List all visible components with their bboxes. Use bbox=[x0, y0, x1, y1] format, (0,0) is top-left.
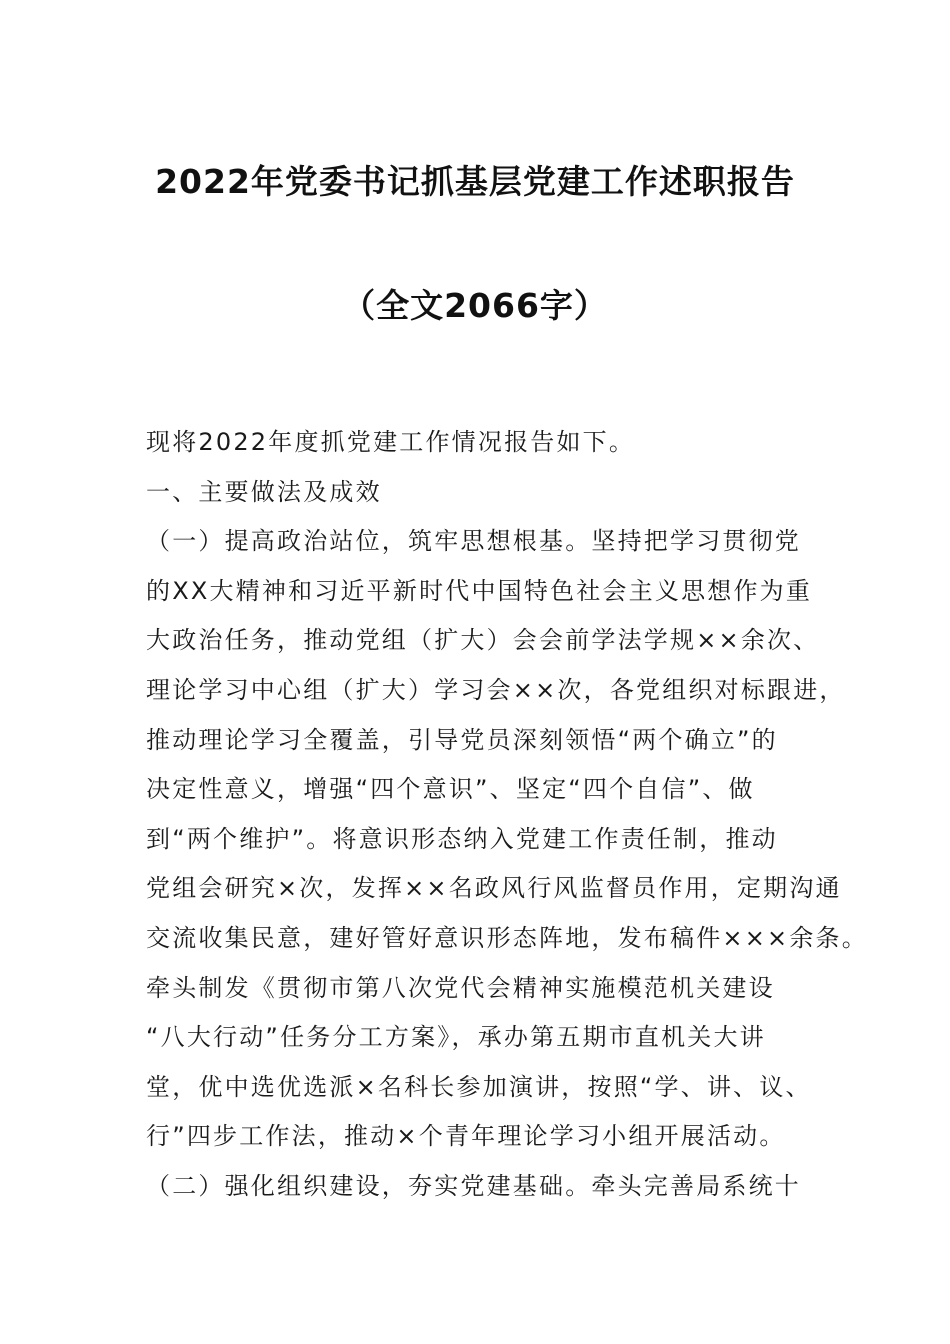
body-line: 党组会研究×次，发挥××名政风行风监督员作用，定期沟通 bbox=[146, 874, 842, 903]
body-line: 牵头制发《贯彻市第八次党代会精神实施模范机关建设 bbox=[146, 973, 775, 1002]
body-line: （二）强化组织建设，夯实党建基础。牵头完善局系统十 bbox=[146, 1171, 801, 1200]
body-line: （一）提高政治站位，筑牢思想根基。坚持把学习贯彻党 bbox=[146, 527, 801, 556]
body-line: 的XX大精神和习近平新时代中国特色社会主义思想作为重 bbox=[146, 576, 813, 605]
body-line: 现将2022年度抓党建工作情况报告如下。 bbox=[146, 428, 636, 456]
body-line: 推动理论学习全覆盖，引导党员深刻领悟“两个确立”的 bbox=[146, 725, 778, 754]
document-subtitle: （全文2066字） bbox=[342, 286, 608, 325]
section-heading: 一、主要做法及成效 bbox=[146, 477, 382, 506]
body-line: 理论学习中心组（扩大）学习会××次，各党组织对标跟进， bbox=[146, 675, 846, 704]
document-body bbox=[146, 418, 868, 1212]
body-line: 决定性意义，增强“四个意识”、坚定“四个自信”、做 bbox=[146, 775, 755, 804]
body-line: 到“两个维护”。将意识形态纳入党建工作责任制，推动 bbox=[146, 824, 778, 853]
body-line: 交流收集民意，建好管好意识形态阵地，发布稿件×××余条。 bbox=[146, 923, 868, 952]
body-line: “八大行动”任务分工方案》，承办第五期市直机关大讲 bbox=[146, 1023, 766, 1052]
document-title: 2022年党委书记抓基层党建工作述职报告 bbox=[155, 162, 795, 201]
body-line: 大政治任务，推动党组（扩大）会会前学法学规××余次、 bbox=[146, 626, 820, 655]
body-line: 堂，优中选优选派×名科长参加演讲，按照“学、讲、议、 bbox=[146, 1072, 812, 1101]
body-line: 行”四步工作法，推动×个青年理论学习小组开展活动。 bbox=[146, 1122, 786, 1151]
